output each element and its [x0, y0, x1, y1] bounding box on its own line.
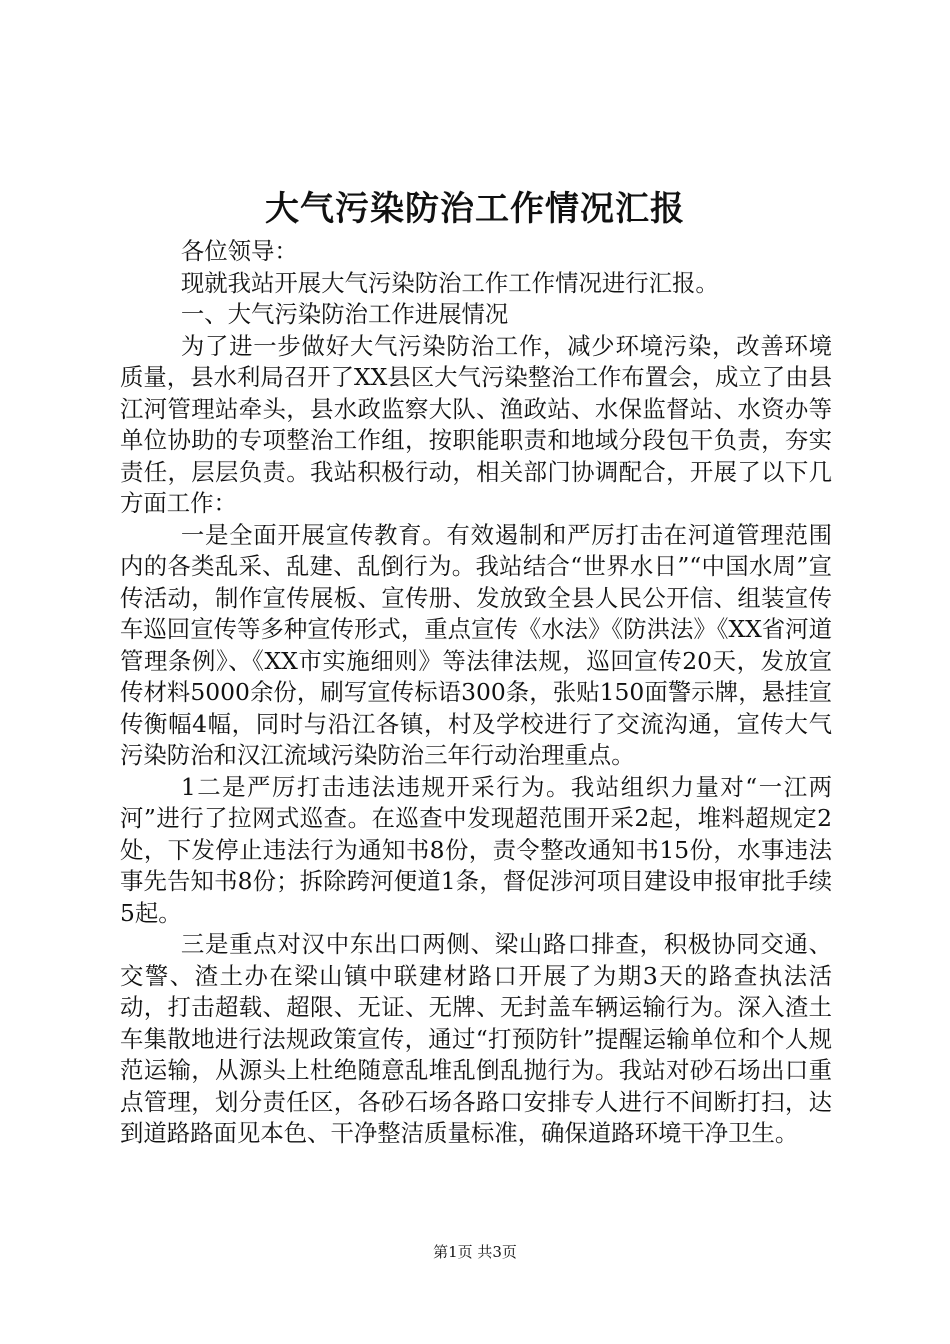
page-number-footer: 第1页 共3页	[433, 1243, 517, 1261]
body-paragraph: 1二是严厉打击违法违规开采行为。我站组织力量对“一江两河”进行了拉网式巡查。在巡查中发现超范围开采2起，堆料超规定2处，下发停止违法行为通知书8份，责令整改通知书15份，水事违法事先告知书8份；拆除跨河便道1条，督促涉河项目建设申报审批手续5起。	[120, 772, 832, 927]
section-heading: 一、大气污染防治工作进展情况	[180, 300, 509, 328]
intro-paragraph: 现就我站开展大气污染防治工作工作情况进行汇报。	[180, 268, 719, 297]
body-paragraph: 一是全面开展宣传教育。有效遏制和严厉打击在河道管理范围内的各类乱采、乱建、乱倒行为。我站结合“世界水日”“中国水周”宣传活动，制作宣传展板、宣传册、发放致全县人民公开信、组装宣传车巡回宣传等多种宣传形式，重点宣传《水法》《防洪法》《XX省河道管理条例》、《XX市实施细则》等法律法规，巡回宣传20天，发放宣传材料5000余份，刷写宣传标语300条，张贴150面警示牌，悬挂宣传衡幅4幅，同时与沿江各镇，村及学校进行了交流沟通，宣传大气污染防治和汉江流域污染防治三年行动治理重点。	[120, 520, 832, 769]
document-body	[120, 236, 832, 1150]
body-paragraph: 为了进一步做好大气污染防治工作，减少环境污染，改善环境质量，县水利局召开了XX县区大气污染整治工作布置会，成立了由县江河管理站牵头，县水政监察大队、渔政站、水保监督站、水资办等单位协助的专项整治工作组，按职能职责和地域分段包干负责，夯实责任，层层负责。我站积极行动，相关部门协调配合，开展了以下几方面工作：	[120, 331, 832, 517]
document-title: 大气污染防治工作情况汇报	[265, 189, 685, 229]
body-paragraph: 三是重点对汉中东出口两侧、梁山路口排查，积极协同交通、交警、渣土办在梁山镇中联建材路口开展了为期3天的路查执法活动，打击超载、超限、无证、无牌、无封盖车辆运输行为。深入渣土车集散地进行法规政策宣传，通过“打预防针”提醒运输单位和个人规范运输，从源头上杜绝随意乱堆乱倒乱抛行为。我站对砂石场出口重点管理，划分责任区，各砂石场各路口安排专人进行不间断打扫，达到道路路面见本色、干净整洁质量标准，确保道路环境干净卫生。	[120, 930, 832, 1147]
salutation: 各位领导：	[180, 237, 298, 265]
